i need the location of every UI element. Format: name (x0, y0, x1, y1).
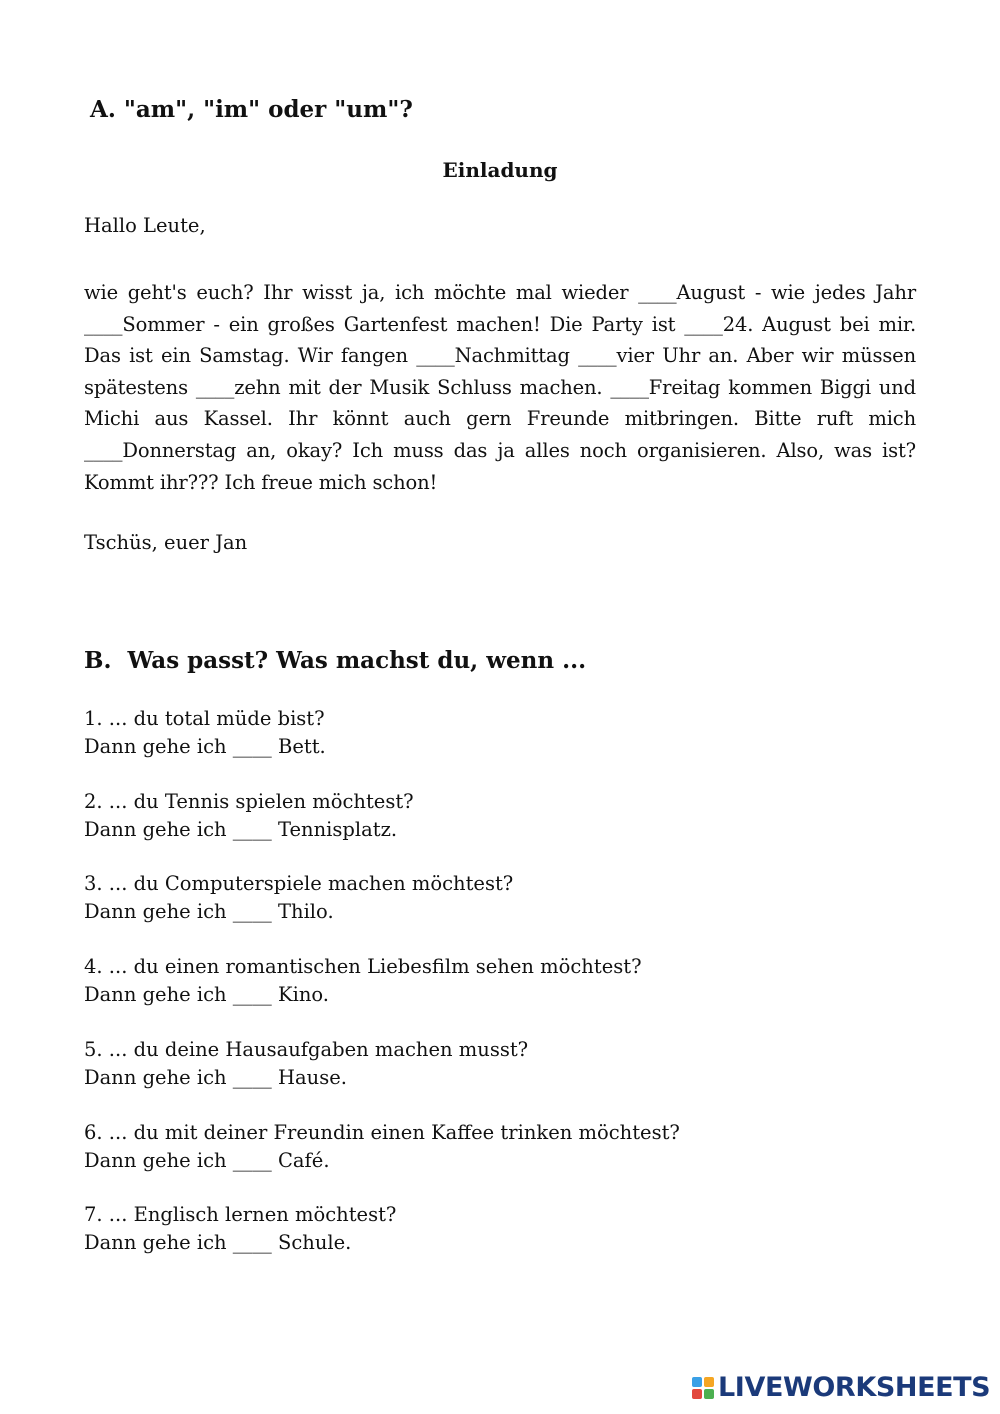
exercise-item (84, 953, 642, 1008)
liveworksheets-logo (692, 1372, 990, 1403)
logo-tile (704, 1389, 714, 1399)
exercise-item (84, 1119, 680, 1174)
letter-body: wie geht's euch? Ihr wisst ja, ich möchte mal wieder ____August - wie jedes Jahr ____Sommer - ein großes Gartenfest machen! Die Party ist ____24. August bei mir. Das ist ein Samstag. Wir fangen ____Nachmittag ____vier Uhr an. Aber wir müssen spätestens ____zehn mit der Musik Schluss machen. ____Freitag kommen Biggi und Michi aus Kassel. Ihr könnt auch gern Freunde mitbringen. Bitte ruft mich ____Donnerstag an, okay? Ich muss das ja alles noch organisieren. Also, was ist? Kommt ihr??? Ich freue mich schon! (84, 281, 916, 494)
exercise-question: 6. ... du mit deiner Freundin einen Kaffee trinken möchtest? (84, 1121, 680, 1144)
exercise-question: 7. ... Englisch lernen möchtest? (84, 1203, 397, 1226)
logo-tile (692, 1389, 702, 1399)
exercise-answer: Dann gehe ich ____ Hause. (84, 1065, 347, 1089)
exercise-answer: Dann gehe ich ____ Tennisplatz. (84, 817, 398, 841)
exercise-question: 3. ... du Computerspiele machen möchtest? (84, 872, 514, 895)
section-a-heading: A. "am", "im" oder "um"? (90, 96, 413, 123)
exercise-answer: Dann gehe ich ____ Schule. (84, 1230, 352, 1254)
section-b-heading: B. Was passt? Was machst du, wenn ... (84, 647, 587, 674)
exercise-answer: Dann gehe ich ____ Kino. (84, 982, 329, 1006)
exercise-item (84, 1201, 396, 1256)
exercise-question: 1. ... du total müde bist? (84, 707, 325, 730)
exercise-answer: Dann gehe ich ____ Thilo. (84, 899, 334, 923)
exercise-item (84, 1036, 528, 1091)
exercise-answer: Dann gehe ich ____ Café. (84, 1148, 330, 1172)
exercise-item (84, 705, 326, 760)
liveworksheets-logo-icon (692, 1377, 714, 1399)
logo-tile (704, 1377, 714, 1387)
letter-greeting: Hallo Leute, (84, 214, 206, 237)
letter-title: Einladung (442, 158, 558, 182)
exercise-question: 5. ... du deine Hausaufgaben machen musst? (84, 1038, 529, 1061)
exercise-item (84, 788, 414, 843)
exercise-question: 4. ... du einen romantischen Liebesfilm sehen möchtest? (84, 955, 642, 978)
logo-text: LIVEWORKSHEETS (718, 1372, 991, 1403)
logo-tile (692, 1377, 702, 1387)
exercise-answer: Dann gehe ich ____ Bett. (84, 734, 326, 758)
exercise-item (84, 870, 513, 925)
exercise-question: 2. ... du Tennis spielen möchtest? (84, 790, 414, 813)
letter-closing: Tschüs, euer Jan (84, 531, 248, 554)
